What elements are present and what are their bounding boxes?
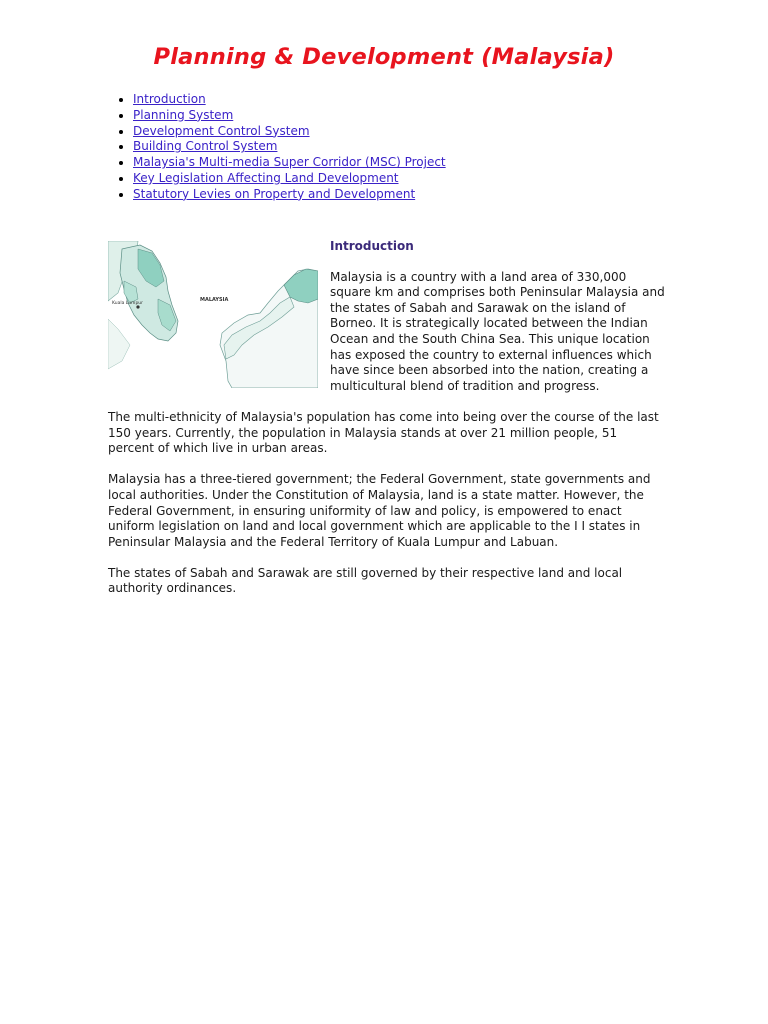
toc-link-key-legislation[interactable]: Key Legislation Affecting Land Development bbox=[133, 170, 399, 185]
section-heading-introduction: Introduction bbox=[330, 239, 414, 253]
toc-item-development-control bbox=[133, 124, 446, 140]
toc-link-development-control[interactable]: Development Control System bbox=[133, 123, 310, 138]
table-of-contents bbox=[112, 92, 446, 203]
page-title: Planning & Development (Malaysia) bbox=[153, 44, 615, 70]
malaysia-map bbox=[108, 241, 318, 388]
toc-item-key-legislation bbox=[133, 171, 446, 187]
map-label-kuala-lumpur: Kuala Lumpur bbox=[112, 301, 143, 306]
intro-paragraph-1: Malaysia is a country with a land area of 330,000 square km and comprises both Peninsular Malaysia and the states of Sabah and Sarawak on the island of Borneo. It is strategically located between the Indian Ocean and the South China Sea. This unique location has exposed the country to external influences which have since been absorbed into the nation, creating a multicultural blend of tradition and progress. bbox=[330, 269, 665, 393]
toc-item-msc-project bbox=[133, 155, 446, 171]
malaysia-map-graphic bbox=[108, 241, 318, 388]
toc-item-planning-system bbox=[133, 108, 446, 124]
toc-item-statutory-levies bbox=[133, 187, 446, 203]
toc-link-introduction[interactable]: Introduction bbox=[133, 92, 206, 106]
toc-link-statutory-levies[interactable]: Statutory Levies on Property and Development bbox=[133, 186, 416, 201]
toc-item-introduction bbox=[133, 92, 446, 108]
toc-link-msc-project[interactable]: Malaysia's Multi-media Super Corridor (MSC) Project bbox=[133, 155, 446, 170]
toc-item-building-control bbox=[133, 139, 446, 155]
map-label-malaysia: MALAYSIA bbox=[200, 297, 229, 303]
intro-paragraph-2: The multi-ethnicity of Malaysia's population has come into being over the course of the last 150 years. Currently, the population in Malaysia stands at over 21 million people, 51 percent of which live in urban areas. bbox=[108, 409, 659, 456]
intro-paragraph-4: The states of Sabah and Sarawak are still governed by their respective land and local authority ordinances. bbox=[108, 565, 623, 596]
intro-paragraph-3: Malaysia has a three-tiered government; the Federal Government, state governments and local authorities. Under the Constitution of Malaysia, land is a state matter. However, the Federal Government, in ensuring uniformity of law and policy, is empowered to enact uniform legislation on land and local government which are applicable to the I I states in Peninsular Malaysia and the Federal Territory of Kuala Lumpur and Labuan. bbox=[108, 472, 651, 549]
introduction-section bbox=[108, 239, 666, 613]
toc-link-building-control[interactable]: Building Control System bbox=[133, 139, 278, 154]
toc-link-planning-system[interactable]: Planning System bbox=[133, 107, 234, 122]
